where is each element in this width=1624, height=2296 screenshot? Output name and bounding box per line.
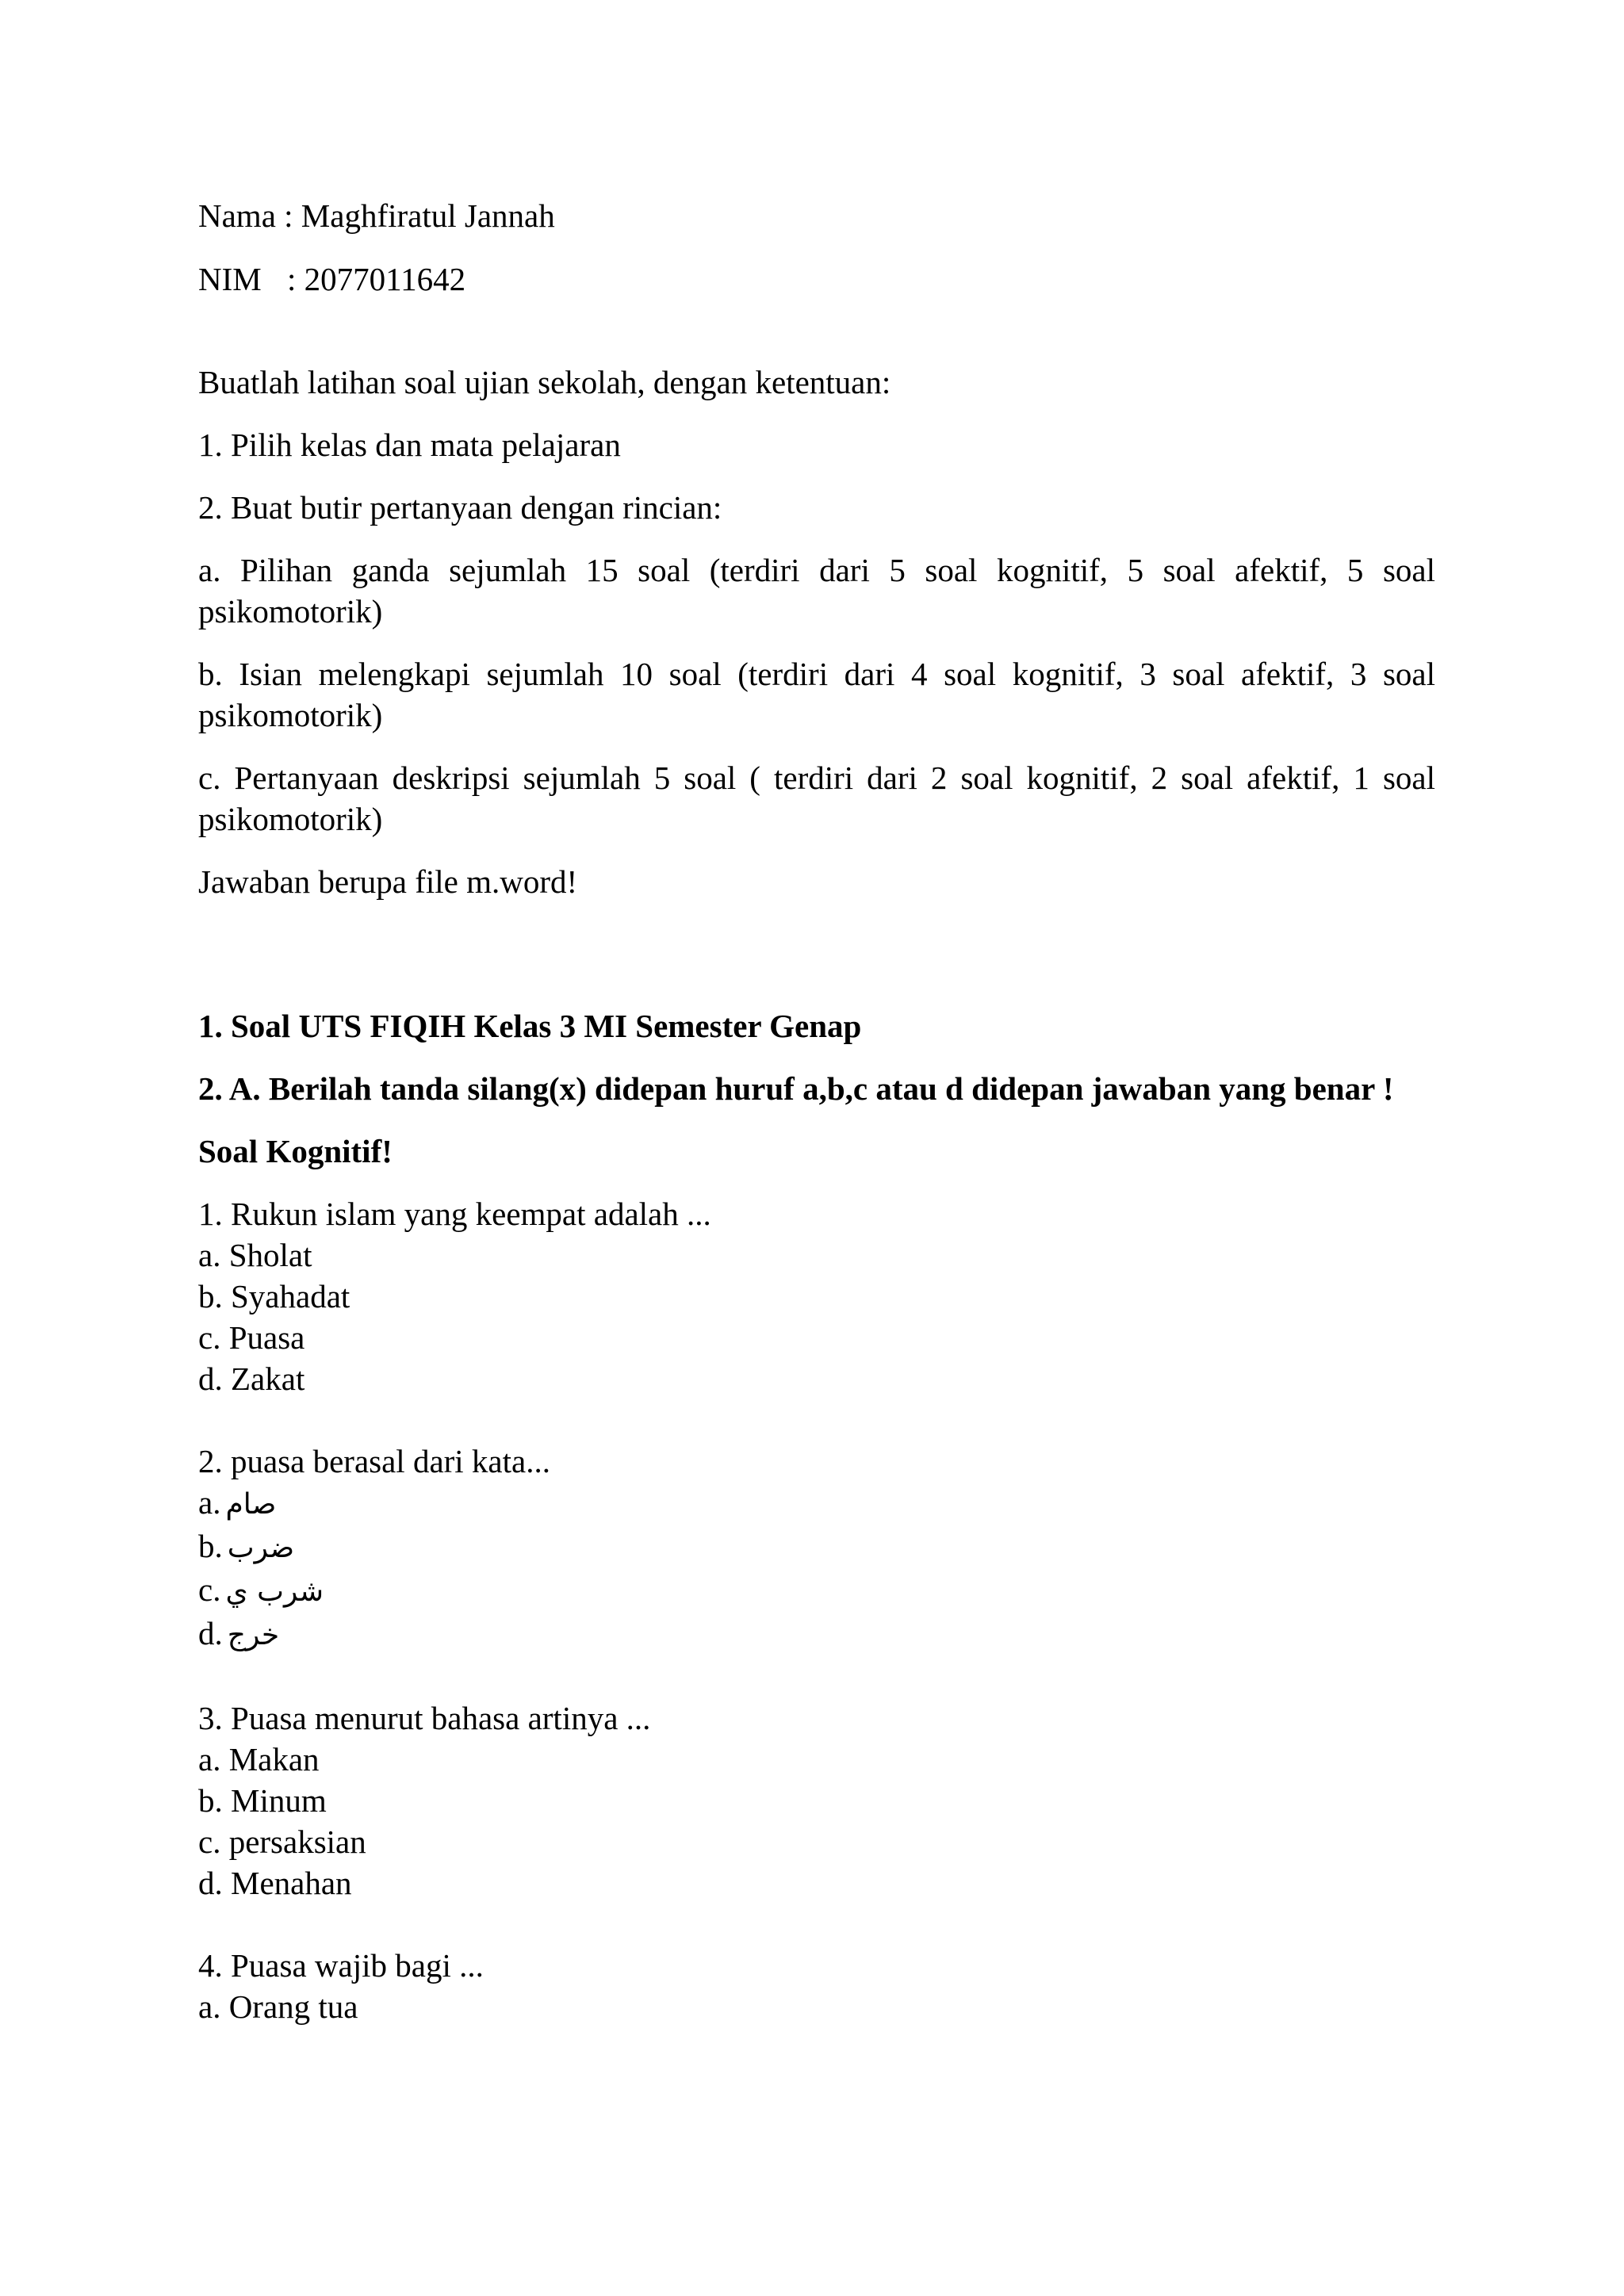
instruction-item-a: a. Pilihan ganda sejumlah 15 soal (terdiri dari 5 soal kognitif, 5 soal afektif, 5 soal psikomotorik) bbox=[198, 552, 1435, 629]
option-letter: d. bbox=[198, 1615, 223, 1651]
nim-value: : 2077011642 bbox=[287, 261, 466, 297]
answer-option: a. Makan bbox=[198, 1741, 320, 1777]
answer-option bbox=[198, 1613, 1435, 1656]
answer-option: b. Minum bbox=[198, 1782, 327, 1819]
subsection-kognitif: Soal Kognitif! bbox=[198, 1133, 393, 1169]
answer-option bbox=[198, 1482, 1435, 1525]
instruction-item-1: 1. Pilih kelas dan mata pelajaran bbox=[198, 427, 621, 463]
student-name: Nama : Maghfiratul Jannah bbox=[198, 197, 555, 234]
question-text: 3. Puasa menurut bahasa artinya ... bbox=[198, 1700, 651, 1736]
question-3 bbox=[198, 1697, 1435, 1904]
student-nim bbox=[198, 258, 1435, 300]
answer-option: a. Orang tua bbox=[198, 1988, 358, 2025]
section-a-instruction: 2. A. Berilah tanda silang(x) didepan huruf a,b,c atau d didepan jawaban yang benar ! bbox=[198, 1070, 1394, 1107]
option-letter: c. bbox=[198, 1571, 221, 1608]
answer-option: a. Sholat bbox=[198, 1237, 312, 1273]
spacer bbox=[198, 300, 1435, 362]
arabic-word: صام bbox=[225, 1488, 277, 1521]
answer-option bbox=[198, 1569, 1435, 1613]
instruction-closing: Jawaban berupa file m.word! bbox=[198, 863, 578, 900]
option-letter: a. bbox=[198, 1484, 221, 1521]
answer-option: b. Syahadat bbox=[198, 1278, 350, 1314]
answer-option: c. persaksian bbox=[198, 1823, 366, 1860]
answer-option: d. Menahan bbox=[198, 1865, 352, 1901]
instruction-intro: Buatlah latihan soal ujian sekolah, dengan ketentuan: bbox=[198, 364, 891, 400]
option-letter: b. bbox=[198, 1528, 223, 1564]
question-text: 4. Puasa wajib bagi ... bbox=[198, 1947, 484, 1984]
question-2 bbox=[198, 1441, 1435, 1656]
instruction-item-b: b. Isian melengkapi sejumlah 10 soal (terdiri dari 4 soal kognitif, 3 soal afektif, 3 soal psikomotorik) bbox=[198, 656, 1435, 733]
answer-option: c. Puasa bbox=[198, 1319, 305, 1356]
spacer bbox=[198, 902, 1435, 1005]
question-text: 1. Rukun islam yang keempat adalah ... bbox=[198, 1196, 711, 1232]
instruction-item-2: 2. Buat butir pertanyaan dengan rincian: bbox=[198, 489, 722, 526]
arabic-word: خرج bbox=[227, 1619, 280, 1651]
instruction-item-c: c. Pertanyaan deskripsi sejumlah 5 soal ( terdiri dari 2 soal kognitif, 2 soal afektif, 1 soal psikomotorik) bbox=[198, 760, 1435, 837]
arabic-word: ضرب bbox=[227, 1532, 295, 1564]
answer-option: d. Zakat bbox=[198, 1360, 305, 1397]
question-1 bbox=[198, 1193, 1435, 1399]
arabic-word: شرب ي bbox=[225, 1575, 324, 1608]
answer-option bbox=[198, 1525, 1435, 1569]
question-4 bbox=[198, 1945, 1435, 2027]
document-body bbox=[198, 195, 1435, 2068]
question-text: 2. puasa berasal dari kata... bbox=[198, 1443, 550, 1479]
nim-label: NIM bbox=[198, 261, 262, 297]
exam-title: 1. Soal UTS FIQIH Kelas 3 MI Semester Genap bbox=[198, 1008, 862, 1044]
